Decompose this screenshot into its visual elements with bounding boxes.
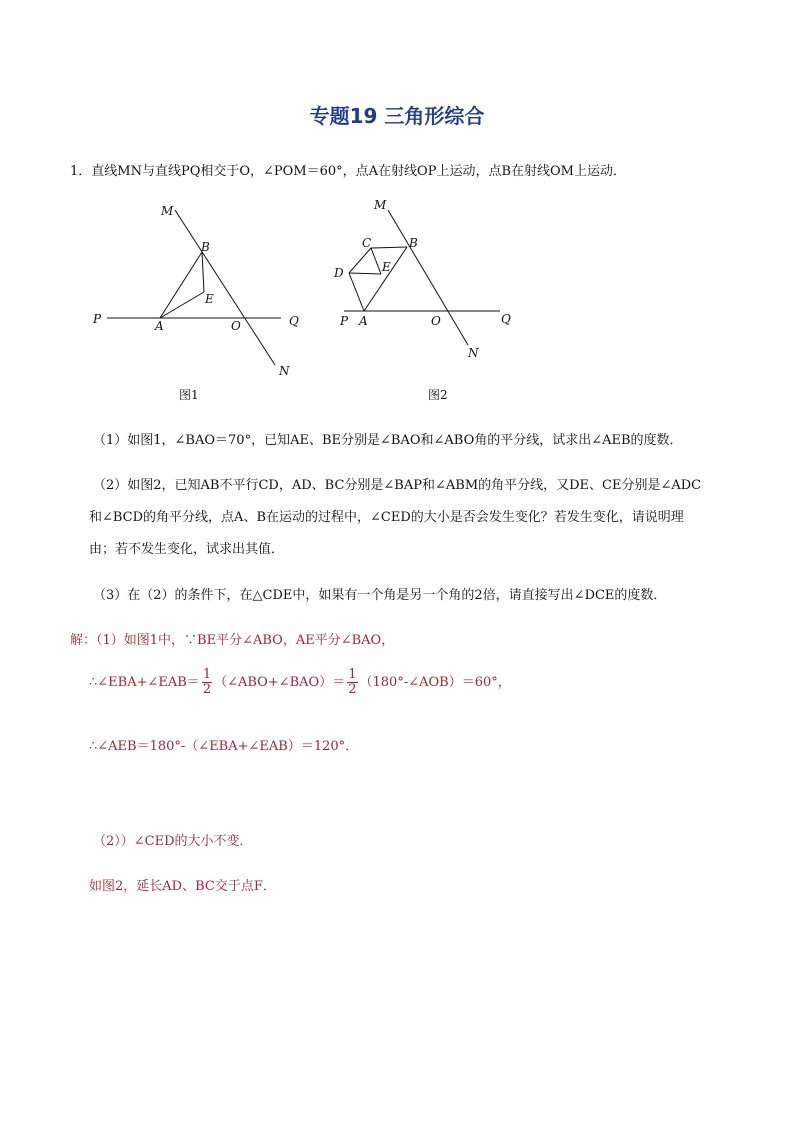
label-q: Q — [289, 314, 299, 328]
label-q: Q — [501, 312, 511, 326]
solution-line-2-part-c: （180°-∠AOB）＝60°， — [359, 675, 511, 690]
label-e: E — [382, 260, 391, 274]
figure-1 — [85, 195, 315, 415]
question-3: （3）在（2）的条件下，在△CDE中，如果有一个角是另一个角的2倍，请直接写出∠DCE的度数． — [93, 588, 667, 603]
label-p: P — [340, 314, 349, 328]
label-b: B — [201, 240, 210, 254]
label-n: N — [279, 364, 290, 378]
page-title: 专题19 三角形综合 — [309, 104, 485, 128]
label-m: M — [161, 204, 174, 218]
question-2-line-2: 和∠BCD的角平分线，点A、B在运动的过程中，∠CED的大小是否会发生变化？若发生变化，请说明理 — [89, 510, 684, 525]
question-2-line-1: （2）如图2，已知AB不平行CD，AD、BC分别是∠BAP和∠ABM的角平分线，又DE、CE分别是∠ADC — [93, 478, 702, 493]
solution-line-3: ∴∠AEB＝180°-（∠EBA+∠EAB）＝120°． — [89, 739, 359, 754]
label-d: D — [334, 266, 344, 280]
question-2-line-3: 由；若不发生变化，试求出其值． — [89, 542, 285, 557]
segment-cb — [371, 247, 407, 248]
label-m: M — [374, 198, 387, 212]
segment-dc — [349, 248, 371, 273]
fraction-numerator: 1 — [202, 667, 212, 682]
fraction-one-half — [347, 668, 357, 697]
label-b: B — [409, 236, 418, 250]
label-o: O — [431, 314, 441, 328]
figure-1-caption: 图1 — [179, 388, 199, 402]
fraction-denominator: 2 — [202, 682, 212, 697]
label-p: P — [93, 312, 102, 326]
label-e: E — [205, 292, 214, 306]
solution-line-1: 解：（1）如图1中，∵BE平分∠ABO，AE平分∠BAO， — [70, 633, 395, 648]
line-mn — [175, 210, 275, 365]
segment-ab — [160, 252, 202, 318]
line-mn — [388, 210, 468, 345]
segment-ab — [364, 247, 407, 311]
figure-2 — [330, 195, 530, 415]
segment-ce — [371, 248, 381, 274]
label-o: O — [231, 319, 241, 333]
label-a: A — [359, 314, 368, 328]
segment-ad — [349, 273, 364, 311]
label-a: A — [155, 319, 164, 333]
question-1: （1）如图1，∠BAO＝70°，已知AE、BE分别是∠BAO和∠ABO角的平分线，试求出∠AEB的度数． — [93, 433, 683, 448]
label-n: N — [468, 346, 479, 360]
fraction-one-half — [202, 668, 212, 697]
figure-2-caption: 图2 — [428, 388, 448, 402]
segment-ae — [160, 292, 204, 318]
fraction-denominator: 2 — [348, 682, 357, 697]
segment-de — [349, 273, 381, 274]
solution-line-2-part-b: （∠ABO+∠BAO）＝ — [214, 675, 346, 690]
solution-line-5: 如图2，延长AD、BC交于点F． — [89, 879, 276, 894]
solution-line-2-part-a: ∴∠EBA+∠EAB＝ — [89, 675, 200, 690]
segment-be — [202, 252, 204, 292]
label-c: C — [362, 236, 372, 250]
problem-statement: 1．直线MN与直线PQ相交于O，∠POM＝60°，点A在射线OP上运动，点B在射线OM上运动． — [70, 164, 626, 179]
fraction-numerator: 1 — [348, 667, 357, 682]
solution-line-2 — [89, 668, 511, 697]
solution-line-4: （2））∠CED的大小不变． — [93, 834, 253, 849]
